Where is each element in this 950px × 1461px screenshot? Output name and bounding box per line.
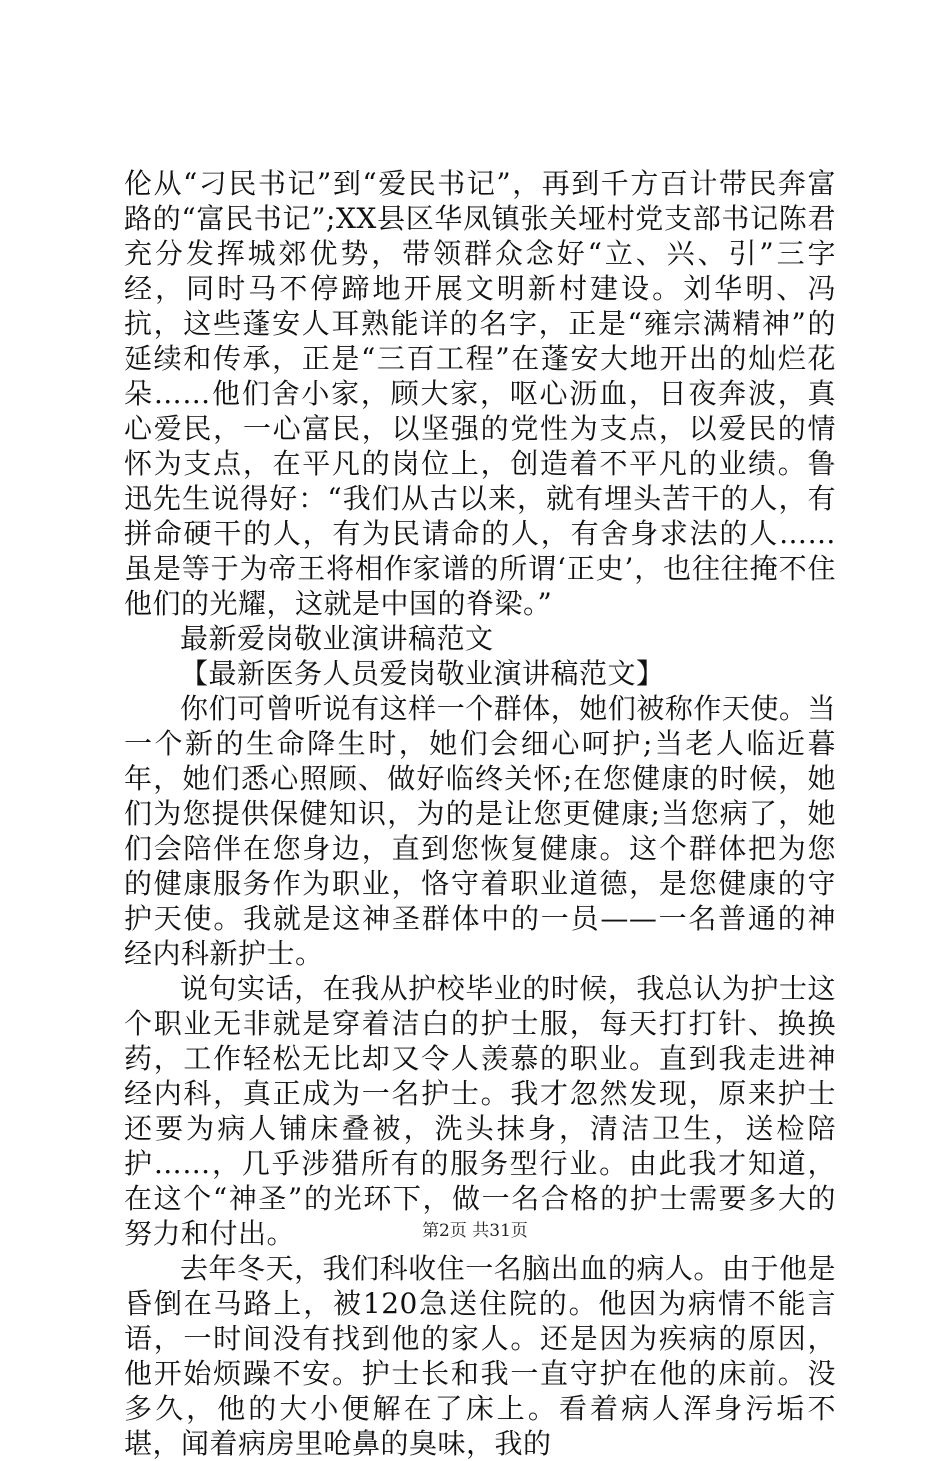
paragraph-4: 去年冬天，我们科收住一名脑出血的病人。由于他是昏倒在马路上，被120急送住院的。他因为病情不能言语，一时间没有找到他的家人。还是因为疾病的原因，他开始烦躁不安。护士长和我一直守护在他的床前。没多久，他的大小便解在了床上。看着病人浑身污垢不堪，闻着病房里呛鼻的臭味，我的 xyxy=(124,1252,836,1460)
paragraph-3: 说句实话，在我从护校毕业的时候，我总认为护士这个职业无非就是穿着洁白的护士服，每天打打针、换换药，工作轻松无比却又令人羡慕的职业。直到我走进神经内科，真正成为一名护士。我才忽然发现，原来护士还要为病人铺床叠被，洗头抹身，清洁卫生，送检陪护……，几乎涉猎所有的服务型行业。由此我才知道，在这个“神圣”的光环下，做一名合格的护士需要多大的努力和付出。 xyxy=(124,972,836,1250)
page-number: 第2页 共31页 xyxy=(422,1221,528,1241)
body-text xyxy=(124,166,836,1461)
paragraph-1: 伦从“刁民书记”到“爱民书记”，再到千方百计带民奔富路的“富民书记”;XX县区华凤镇张关垭村党支部书记陈君充分发挥城郊优势，带领群众念好“立、兴、引”三字经，同时马不停蹄地开展文明新村建设。刘华明、冯抗，这些蓬安人耳熟能详的名字，正是“雍宗满精神”的延续和传承，正是“三百工程”在蓬安大地开出的灿烂花朵……他们舍小家，顾大家，呕心沥血，日夜奔波，真心爱民，一心富民，以坚强的党性为支点，以爱民的情怀为支点，在平凡的岗位上，创造着不平凡的业绩。鲁迅先生说得好：“我们从古以来，就有埋头苦干的人，有拼命硬干的人，有为民请命的人，有舍身求法的人……虽是等于为帝王将相作家谱的所谓‘正史’，也往往掩不住他们的光耀，这就是中国的脊梁。” xyxy=(124,167,836,620)
section-subtitle: 【最新医务人员爱岗敬业演讲稿范文】 xyxy=(180,657,665,690)
paragraph-2: 你们可曾听说有这样一个群体，她们被称作天使。当一个新的生命降生时，她们会细心呵护;当老人临近暮年，她们悉心照顾、做好临终关怀;在您健康的时候，她们为您提供保健知识，为的是让您更健康;当您病了，她们会陪伴在您身边，直到您恢复健康。这个群体把为您的健康服务作为职业，恪守着职业道德，是您健康的守护天使。我就是这神圣群体中的一员——一名普通的神经内科新护士。 xyxy=(124,692,836,970)
section-title: 最新爱岗敬业演讲稿范文 xyxy=(180,622,494,655)
